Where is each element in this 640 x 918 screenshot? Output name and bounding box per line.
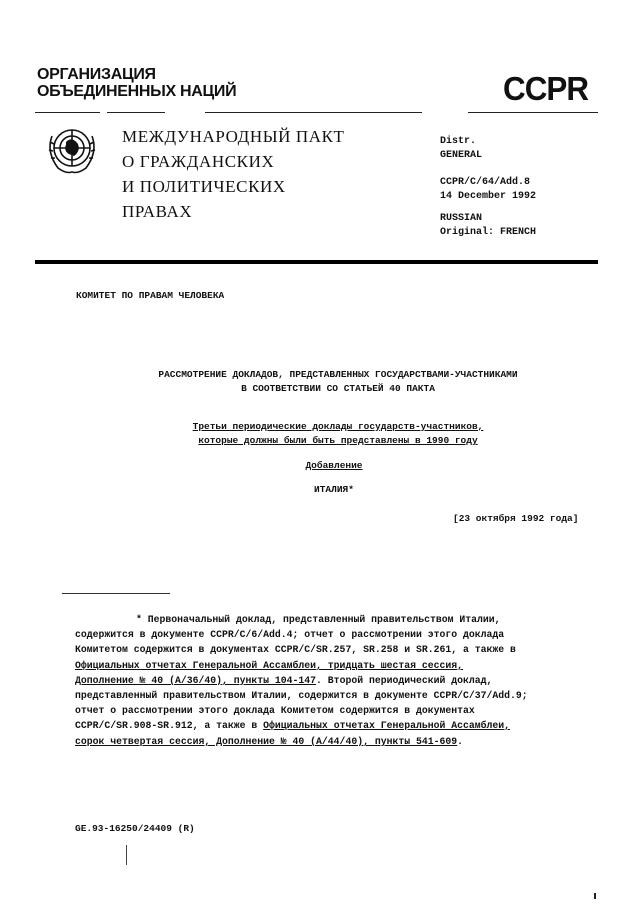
heading-line-1: РАССМОТРЕНИЕ ДОКЛАДОВ, ПРЕДСТАВЛЕННЫХ ГОСУДАРСТВАМИ-УЧАСТНИКАМИ <box>158 369 518 380</box>
subtitle-line-2: которые должны были быть представлены в 1990 году <box>198 435 478 446</box>
heading-line-2: В СООТВЕТСТВИИ СО СТАТЬЕЙ 40 ПАКТА <box>241 383 435 394</box>
footnote-line <box>75 675 492 686</box>
un-emblem-icon <box>44 122 100 183</box>
document-date: 14 December 1992 <box>440 191 537 202</box>
footnote-line: представленный правительством Италии, содержится в документе CCPR/C/37/Add.9; <box>75 690 528 701</box>
footnote-line: содержится в документе CCPR/C/6/Add.4; отчет о рассмотрении этого доклада <box>75 629 505 640</box>
series-symbol: CCPR <box>503 70 589 107</box>
job-number: GE.93-16250/24409 (R) <box>75 823 195 834</box>
organization-name <box>37 66 236 100</box>
divider <box>205 112 305 113</box>
footnote-line: Комитетом содержится в документах CCPR/C/SR.257, SR.258 и SR.261, а также в <box>75 644 516 655</box>
divider <box>107 112 165 113</box>
committee-name: КОМИТЕТ ПО ПРАВАМ ЧЕЛОВЕКА <box>76 290 225 301</box>
footnote-text: . Второй периодический доклад, <box>316 675 493 686</box>
org-line-1: ОРГАНИЗАЦИЯ <box>37 66 156 83</box>
addendum-label: Добавление <box>305 460 363 471</box>
footnote-citation: сорок четвертая сессия, Дополнение № 40 (A/44/40), пункты 541-609 <box>75 736 458 747</box>
footnote-line <box>75 720 510 731</box>
subtitle-line-1: Третьи периодические доклады государств-участников, <box>192 421 484 432</box>
footnote-citation: Дополнение № 40 (A/36/40), пункты 104-147 <box>75 675 317 686</box>
language: RUSSIAN <box>440 213 483 224</box>
scan-mark <box>594 893 596 899</box>
divider <box>35 112 100 113</box>
footnote-text: CCPR/C/SR.908-SR.912, а также в <box>75 720 264 731</box>
country-name: ИТАЛИЯ* <box>314 484 354 495</box>
covenant-title-line: ПРАВАХ <box>122 202 193 221</box>
footnote-line: отчет о рассмотрении этого доклада Комитетом содержится в документах <box>75 705 475 716</box>
footnote-separator <box>62 593 170 594</box>
distribution-label: Distr. <box>440 136 477 147</box>
divider <box>468 112 598 113</box>
report-date: [23 октября 1992 года] <box>453 513 579 524</box>
document-symbol: CCPR/C/64/Add.8 <box>440 177 531 188</box>
footnote-text: . <box>457 736 464 747</box>
footnote-line: Официальных отчетах Генеральной Ассамблеи, тридцать шестая сессия, <box>75 660 464 671</box>
scan-mark <box>126 845 127 865</box>
divider <box>300 112 422 113</box>
original-language: Original: FRENCH <box>440 227 537 238</box>
covenant-title-line: О ГРАЖДАНСКИХ <box>122 152 275 171</box>
footnote-citation: Официальных отчетах Генеральной Ассамблеи, <box>263 720 511 731</box>
footnote-line: * Первоначальный доклад, представленный правительством Италии, <box>136 614 501 625</box>
header-rule <box>35 260 598 264</box>
covenant-title-line: И ПОЛИТИЧЕСКИХ <box>122 177 286 196</box>
distribution-value: GENERAL <box>440 150 483 161</box>
org-line-2: ОБЪЕДИНЕННЫХ НАЦИЙ <box>37 83 237 100</box>
covenant-title-line: МЕЖДУНАРОДНЫЙ ПАКТ <box>122 127 345 146</box>
footnote-line <box>75 736 463 747</box>
